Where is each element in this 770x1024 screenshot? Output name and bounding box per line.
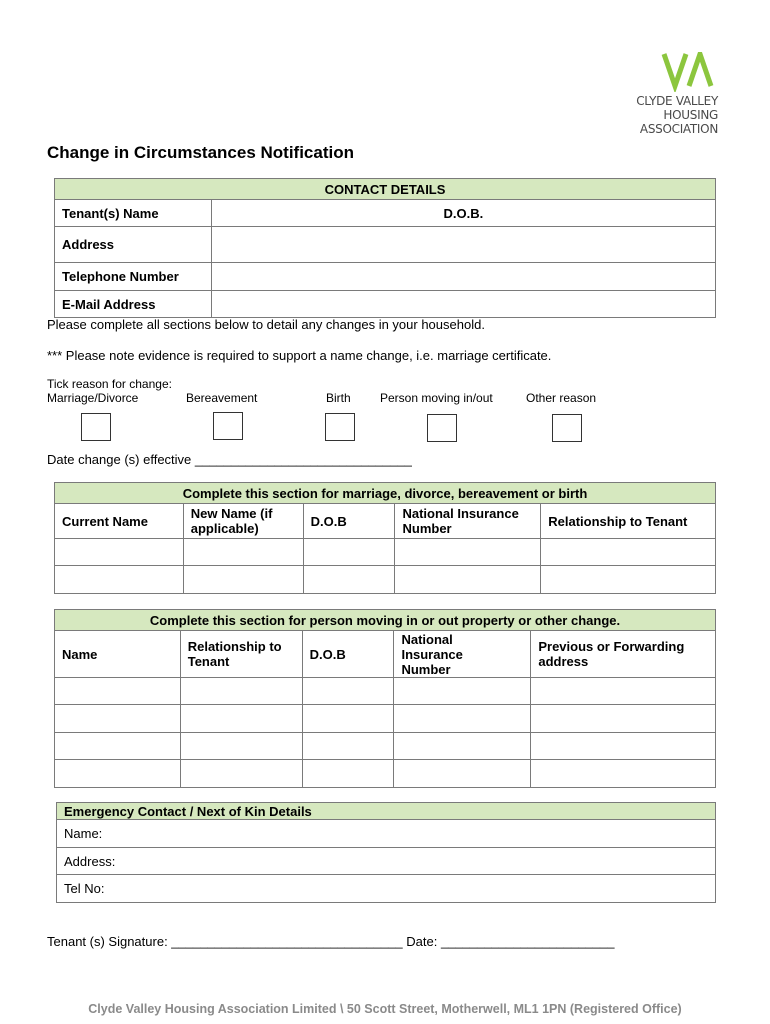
column-header: Current Name <box>55 504 184 539</box>
section2-header: Complete this section for person moving in or out property or other change. <box>55 610 716 631</box>
checkbox-marriage-divorce[interactable] <box>81 413 111 441</box>
table-cell[interactable] <box>180 705 302 733</box>
clyde-valley-logo <box>606 52 718 138</box>
tick-reason-heading: Tick reason for change: <box>47 377 172 391</box>
signature-date-line[interactable]: Tenant (s) Signature: ________________________________ Date: ________________________ <box>47 934 615 949</box>
logo-line: CLYDE VALLEY <box>636 94 718 108</box>
evidence-note: *** Please note evidence is required to support a name change, i.e. marriage certificate. <box>47 348 552 363</box>
table-cell[interactable] <box>531 678 716 705</box>
table-cell[interactable] <box>394 760 531 788</box>
email-label: E-Mail Address <box>55 291 212 318</box>
table-cell[interactable] <box>180 733 302 760</box>
reason-label-birth: Birth <box>326 391 351 405</box>
table-cell[interactable] <box>183 539 303 566</box>
table-cell[interactable] <box>55 733 181 760</box>
footer-address: Clyde Valley Housing Association Limited \ 50 Scott Street, Motherwell, ML1 1PN (Registered Office) <box>88 1002 682 1016</box>
table-cell[interactable] <box>55 760 181 788</box>
table-cell[interactable] <box>394 678 531 705</box>
table-row <box>55 705 716 733</box>
emergency-tel-field[interactable] <box>57 875 716 903</box>
table-row <box>55 733 716 760</box>
column-header: Relationship to Tenant <box>541 504 716 539</box>
table-cell[interactable] <box>531 733 716 760</box>
contact-details-table <box>54 178 716 318</box>
column-header: Name <box>55 631 181 678</box>
emergency-address-field[interactable] <box>57 848 716 875</box>
table-cell[interactable] <box>180 678 302 705</box>
complete-all-instruction: Please complete all sections below to detail any changes in your household. <box>47 317 485 332</box>
address-field[interactable] <box>211 227 715 263</box>
table-cell[interactable] <box>394 733 531 760</box>
column-header: New Name (if applicable) <box>183 504 303 539</box>
reason-label-person-moving: Person moving in/out <box>380 391 493 405</box>
column-header: Previous or Forwarding address <box>531 631 716 678</box>
table-cell[interactable] <box>55 678 181 705</box>
contact-details-header: CONTACT DETAILS <box>55 179 716 200</box>
column-header: National Insurance Number <box>395 504 541 539</box>
emergency-contact-table <box>56 802 716 903</box>
table-cell[interactable] <box>180 760 302 788</box>
tenant-name-label: Tenant(s) Name <box>55 200 212 227</box>
reason-label-bereavement: Bereavement <box>186 391 258 405</box>
table-cell[interactable] <box>55 566 184 594</box>
table-cell[interactable] <box>541 566 716 594</box>
telephone-label: Telephone Number <box>55 263 212 291</box>
logo-wordmark <box>636 94 718 136</box>
date-effective-field[interactable]: Date change (s) effective ______________________________ <box>47 452 412 467</box>
checkbox-birth[interactable] <box>325 413 355 441</box>
column-header: D.O.B <box>302 631 394 678</box>
page-title: Change in Circumstances Notification <box>47 143 354 162</box>
person-moving-section-table <box>54 609 716 788</box>
table-cell[interactable] <box>531 760 716 788</box>
checkbox-person-moving[interactable] <box>427 414 457 442</box>
reason-label-other: Other reason <box>526 391 597 405</box>
table-cell[interactable] <box>303 566 395 594</box>
table-cell[interactable] <box>302 760 394 788</box>
table-cell[interactable] <box>183 566 303 594</box>
logo-line: HOUSING <box>663 108 718 122</box>
column-header: D.O.B <box>303 504 395 539</box>
emergency-tel-label: Tel No: <box>64 881 105 896</box>
telephone-field[interactable] <box>211 263 715 291</box>
tenant-name-field[interactable] <box>211 200 715 227</box>
emergency-address-label: Address: <box>64 853 116 869</box>
checkbox-other-reason[interactable] <box>552 414 582 442</box>
marriage-divorce-section-table <box>54 482 716 594</box>
column-header: National Insurance Number <box>394 631 531 678</box>
emergency-contact-header: Emergency Contact / Next of Kin Details <box>57 803 716 820</box>
table-cell[interactable] <box>302 678 394 705</box>
table-row <box>55 760 716 788</box>
table-cell[interactable] <box>302 705 394 733</box>
reason-label-marriage: Marriage/Divorce <box>47 391 139 405</box>
table-row <box>55 539 716 566</box>
table-row <box>55 678 716 705</box>
table-cell[interactable] <box>394 705 531 733</box>
table-cell[interactable] <box>395 539 541 566</box>
dob-label: D.O.B. <box>443 205 484 221</box>
section1-header: Complete this section for marriage, divorce, bereavement or birth <box>55 483 716 504</box>
emergency-name-label: Name: <box>64 826 103 841</box>
table-cell[interactable] <box>302 733 394 760</box>
logo-line: ASSOCIATION <box>639 122 718 136</box>
checkbox-bereavement[interactable] <box>213 412 243 440</box>
table-cell[interactable] <box>303 539 395 566</box>
table-cell[interactable] <box>395 566 541 594</box>
table-cell[interactable] <box>541 539 716 566</box>
column-header: Relationship to Tenant <box>180 631 302 678</box>
va-logo-mark-icon <box>606 52 718 92</box>
table-row <box>55 566 716 594</box>
table-cell[interactable] <box>55 539 184 566</box>
address-label: Address <box>55 227 212 263</box>
table-cell[interactable] <box>55 705 181 733</box>
emergency-name-field[interactable] <box>57 820 716 848</box>
email-field[interactable] <box>211 291 715 318</box>
table-cell[interactable] <box>531 705 716 733</box>
